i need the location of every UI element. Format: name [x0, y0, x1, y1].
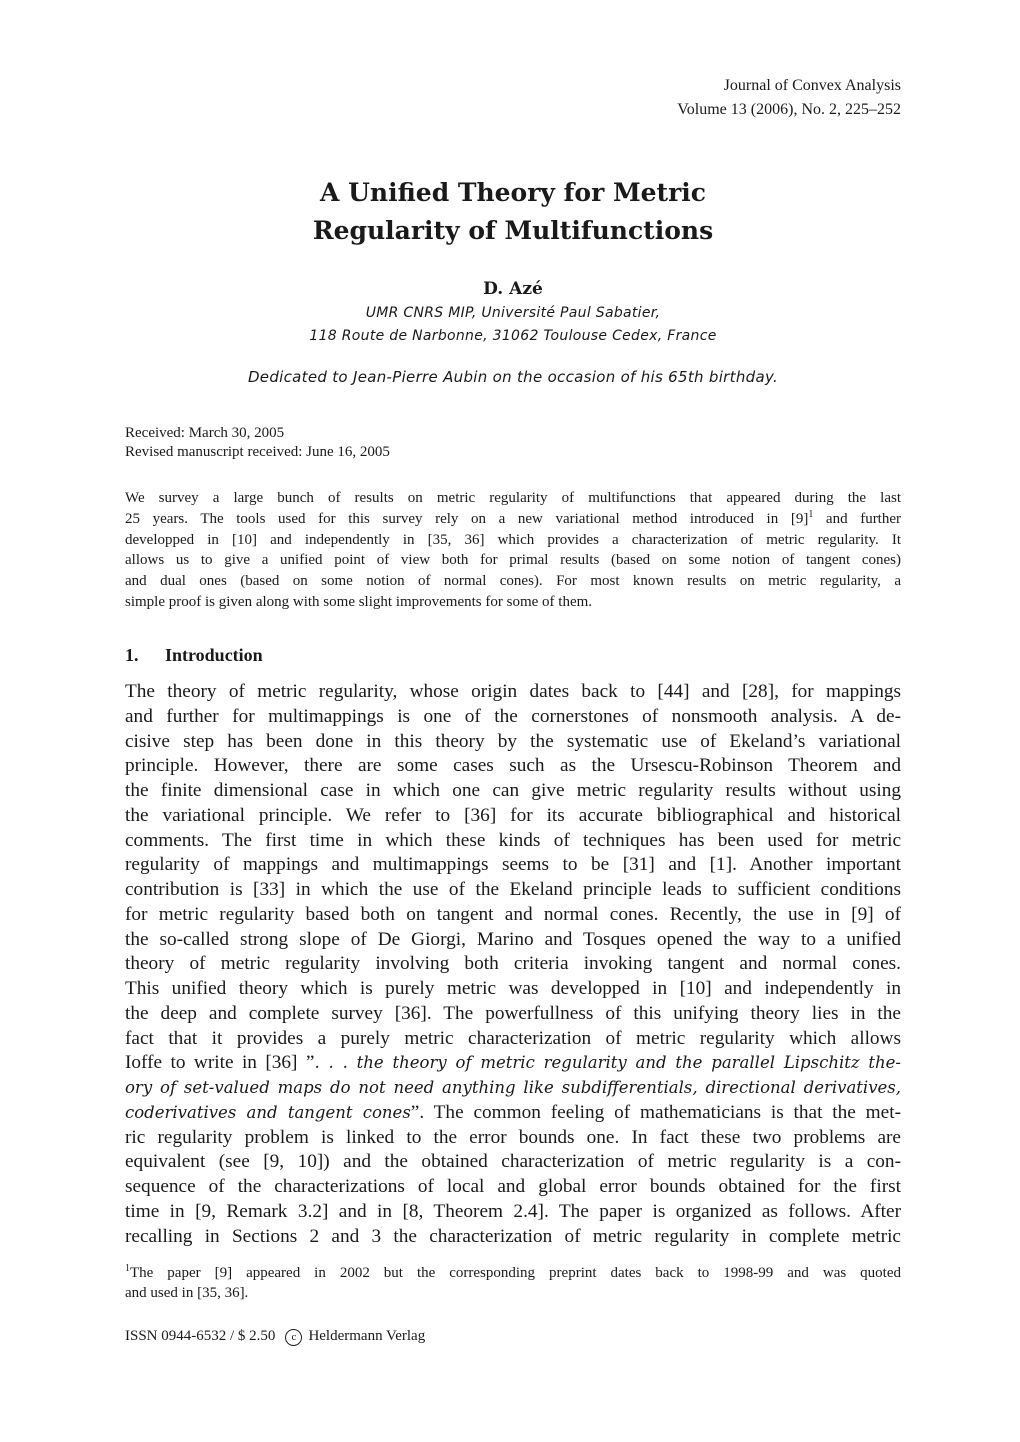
- text-segment: contribution is [33] in which the use of the Ekeland principle leads to sufficient conditions: [125, 879, 901, 900]
- text-segment: ric regularity problem is linked to the error bounds one. In fact these two problems are: [125, 1126, 901, 1148]
- italic-quote: coderivatives and tangent cones: [125, 1102, 411, 1122]
- text-line: [125, 1225, 901, 1250]
- text-line: [125, 977, 901, 1002]
- paper-title: [125, 174, 901, 250]
- text-segment: The paper [9] appeared in 2002 but the corresponding preprint dates back to 1998-99 and was quoted: [130, 1265, 901, 1281]
- text-line: [125, 1051, 901, 1076]
- text-line: [125, 1076, 901, 1101]
- text-line: [125, 592, 901, 613]
- text-segment: ”. The common feeling of mathematicians is that the met-: [410, 1101, 901, 1123]
- text-line: [125, 1283, 901, 1303]
- text-segment: and used in [35, 36].: [125, 1285, 249, 1301]
- text-segment: This unified theory which is purely metric was developped in [10] and independently in: [125, 978, 901, 999]
- text-line: [125, 1175, 901, 1200]
- text-segment: and dual ones (based on some notion of normal cones). For most known results on metric regularity, a: [125, 573, 901, 590]
- text-segment: sequence of the characterizations of local and global error bounds obtained for the first: [125, 1176, 901, 1197]
- text-line: [125, 853, 901, 878]
- footnote-marker: 1: [125, 1263, 130, 1274]
- text-segment: regularity of mappings and multimappings seems to be [31] and [1]. Another important: [125, 854, 901, 876]
- title-line: Regularity of Multifunctions: [312, 216, 714, 245]
- text-line: [125, 804, 901, 829]
- text-line: [125, 952, 901, 977]
- text-segment: theory of metric regularity involving both criteria invoking tangent and normal cones.: [125, 953, 901, 975]
- author: D. Azé: [483, 279, 543, 299]
- text-segment: and further: [813, 510, 902, 527]
- abstract: [125, 488, 901, 613]
- text-line: [125, 754, 901, 779]
- text-line: [125, 705, 901, 730]
- text-line: [125, 550, 901, 571]
- text-segment: developped in [10] and independently in [35, 36] which provides a characterization of metric regularity. It: [125, 531, 901, 548]
- text-line: [125, 829, 901, 854]
- text-segment: comments. The first time in which these kinds of techniques has been used for metric: [125, 829, 901, 851]
- text-line: [125, 1263, 901, 1283]
- text-segment: fact that it provides a purely metric characterization of metric regularity which allows: [125, 1027, 901, 1049]
- journal-name: Journal of Convex Analysis: [723, 77, 901, 94]
- text-line: [125, 530, 901, 551]
- footer: [125, 1328, 425, 1346]
- text-line: [125, 488, 901, 509]
- text-line: [125, 779, 901, 804]
- text-segment: for metric regularity based both on tangent and normal cones. Recently, the use in [9] of: [125, 903, 901, 925]
- text-segment: cisive step has been done in this theory by the systematic use of Ekeland’s variational: [125, 730, 901, 752]
- affiliation: [125, 302, 901, 348]
- footnote-marker: 1: [808, 508, 814, 520]
- italic-quote: ory of set-valued maps do not need anything like subdifferentials, directional derivatives,: [125, 1078, 901, 1097]
- text-segment: We survey a large bunch of results on metric regularity of multifunctions that appeared during the last: [125, 490, 901, 506]
- text-line: [125, 1101, 901, 1126]
- text-segment: Ioffe to write in [36] ”: [125, 1052, 315, 1074]
- dedication: Dedicated to Jean-Pierre Aubin on the occasion of his 65th birthday.: [247, 368, 779, 386]
- text-line: [125, 1027, 901, 1052]
- journal-volume: Volume 13 (2006), No. 2, 225–252: [677, 101, 901, 118]
- body-text: [125, 680, 901, 1249]
- text-segment: the so-called strong slope of De Giorgi, Marino and Tosques opened the way to a unified: [125, 928, 901, 950]
- journal-header: [677, 74, 901, 122]
- text-line: [125, 928, 901, 953]
- publisher: Heldermann Verlag: [308, 1328, 426, 1344]
- text-line: [125, 878, 901, 903]
- text-line: [125, 571, 901, 592]
- text-segment: simple proof is given along with some slight improvements for some of them.: [125, 593, 593, 610]
- text-segment: equivalent (see [9, 10]) and the obtained characterization of metric regularity is a con-: [125, 1151, 901, 1173]
- received-date: Received: March 30, 2005: [125, 425, 285, 441]
- issn: ISSN 0944-6532 / $ 2.50: [125, 1328, 276, 1344]
- text-segment: the deep and complete survey [36]. The powerfullness of this unifying theory lies in the: [125, 1002, 901, 1024]
- text-segment: the variational principle. We refer to [36] for its accurate bibliographical and historical: [125, 804, 901, 826]
- section-number: 1.: [125, 645, 139, 665]
- title-line: A Unified Theory for Metric: [320, 178, 706, 207]
- text-line: [125, 1150, 901, 1175]
- section-title: Introduction: [165, 645, 263, 665]
- footnote: [125, 1263, 901, 1303]
- text-segment: 25 years. The tools used for this survey rely on a new variational method introduced in [9]: [125, 510, 809, 527]
- text-segment: recalling in Sections 2 and 3 the characterization of metric regularity in complete metric: [125, 1225, 901, 1247]
- revised-date: Revised manuscript received: June 16, 2005: [125, 444, 390, 460]
- section-heading: [125, 645, 263, 666]
- italic-quote: . . . the theory of metric regularity and the parallel Lipschitz the-: [314, 1053, 901, 1073]
- text-segment: allows us to give a unified point of view both for primal results (based on some notion of tangent cones): [125, 552, 901, 569]
- text-line: [125, 903, 901, 928]
- text-segment: the finite dimensional case in which one can give metric regularity results without using: [125, 780, 901, 801]
- text-line: [125, 730, 901, 755]
- text-line: [125, 1002, 901, 1027]
- received-dates: [125, 424, 390, 462]
- affiliation-line: UMR CNRS MIP, Université Paul Sabatier,: [365, 305, 661, 321]
- affiliation-line: 118 Route de Narbonne, 31062 Toulouse Cedex, France: [309, 328, 717, 344]
- text-line: [125, 1126, 901, 1151]
- text-segment: principle. However, there are some cases such as the Ursescu-Robinson Theorem and: [125, 755, 901, 777]
- copyright-icon: c: [285, 1329, 302, 1346]
- text-line: [125, 680, 901, 705]
- text-line: [125, 509, 901, 530]
- text-segment: The theory of metric regularity, whose origin dates back to [44] and [28], for mappings: [125, 681, 901, 702]
- text-line: [125, 1200, 901, 1225]
- text-segment: and further for multimappings is one of the cornerstones of nonsmooth analysis. A de-: [125, 705, 901, 727]
- text-segment: time in [9, Remark 3.2] and in [8, Theorem 2.4]. The paper is organized as follows. After: [125, 1200, 901, 1222]
